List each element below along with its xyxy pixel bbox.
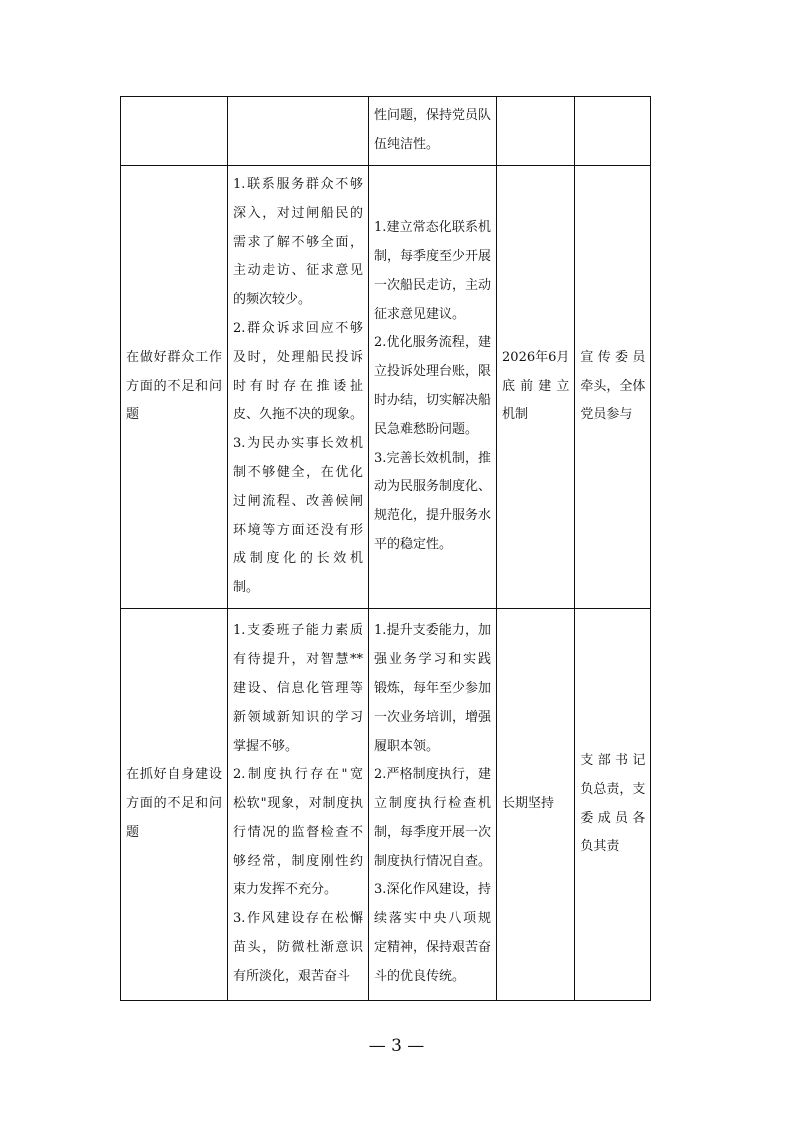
cell-problems	[228, 609, 369, 1001]
cell-text-line: 1.建立常态化联系机	[374, 220, 492, 236]
cell-text-line: 1.联系服务群众不够	[233, 177, 364, 193]
cell-text-line: 题	[126, 407, 140, 423]
cell-text-line: 苗头，防微杜渐意识	[233, 940, 364, 956]
cell-text-line: 在做好群众工作	[126, 349, 222, 365]
cell-text-line: 制，每季度至少开展	[374, 249, 492, 265]
cell-responsible	[575, 166, 651, 609]
cell-text-line: 续落实中央八项规	[374, 911, 492, 927]
cell-text-line: 2.群众诉求回应不够	[233, 321, 364, 336]
table-row	[121, 609, 651, 1001]
cell-text-line: 一次业务培训，增强	[374, 709, 492, 725]
cell-measures	[369, 166, 497, 609]
cell-text-line: 3.作风建设存在松懈	[233, 911, 364, 927]
cell-measures	[369, 609, 497, 1001]
cell-text-line: 斗的优良传统。	[374, 968, 466, 984]
cell-text-line: 负其责	[580, 839, 620, 855]
cell-problems	[228, 166, 369, 609]
cell-text-line: 皮、久拖不决的现象。	[233, 407, 364, 423]
cell-responsible	[575, 97, 651, 166]
cell-category	[121, 97, 228, 166]
cell-text-line: 行情况的监督检查不	[233, 824, 364, 840]
cell-text-line: 平的稳定性。	[374, 536, 453, 552]
cell-text-line: 立投诉处理台账，限	[374, 364, 492, 380]
cell-text-line: 履职本领。	[374, 738, 440, 754]
cell-text-line: 方面的不足和问	[126, 796, 222, 812]
cell-text-line: 定精神，保持艰苦奋	[374, 940, 492, 956]
cell-text-line: 成制度化的长效机	[233, 551, 364, 567]
cell-text-line: 机制	[502, 407, 529, 423]
cell-text-line: 束力发挥不充分。	[233, 882, 338, 898]
cell-text-line: 底前建立	[502, 378, 570, 394]
cell-text-line: 动为民服务制度化、	[374, 479, 492, 495]
cell-text-line: 3.完善长效机制，推	[374, 450, 492, 466]
cell-deadline	[497, 166, 575, 609]
cell-text-line: 强业务学习和实践	[374, 652, 492, 668]
cell-text-line: 环境等方面还没有形	[233, 522, 364, 538]
cell-text-line: 的频次较少。	[233, 292, 312, 308]
cell-text-line: 有所淡化，艰苦奋斗	[233, 968, 351, 984]
cell-text-line: 2.制度执行存在"宽	[233, 767, 364, 783]
cell-text-line: 时办结，切实解决船	[374, 393, 492, 408]
cell-text-line: 制。	[233, 580, 260, 596]
table-row	[121, 97, 651, 166]
cell-text-line: 松软"现象，对制度执	[233, 796, 364, 812]
cell-text-line: 建设、信息化管理等	[233, 680, 364, 696]
cell-text-line: 制，每季度开展一次	[374, 824, 492, 840]
cell-text-line: 深入，对过闸船民的	[233, 205, 364, 221]
cell-text-line: 时有时存在推诿扯	[233, 378, 364, 394]
cell-text-line: 征求意见建议。	[374, 306, 466, 322]
cell-text-line: 1.支委班子能力素质	[233, 623, 364, 639]
cell-text-line: 过闸流程、改善候闸	[233, 493, 364, 509]
cell-text-line: 2026年6月	[502, 349, 570, 365]
cell-text-line: 规范化，提升服务水	[374, 508, 492, 524]
cell-text-line: 一次船民走访，主动	[374, 277, 492, 293]
cell-text-line: 负总责，支	[580, 781, 646, 797]
cell-text-line: 1.提升支委能力，加	[374, 623, 492, 639]
cell-text-line: 民急难愁盼问题。	[374, 421, 479, 437]
cell-text-line: 党员参与	[580, 407, 633, 423]
cell-text-line: 性问题，保持党员队	[374, 108, 492, 124]
cell-text-line: 伍纯洁性。	[374, 137, 440, 152]
table-row	[121, 166, 651, 609]
cell-text-line: 委成员各	[580, 810, 646, 826]
cell-text-line: 及时，处理船民投诉	[233, 349, 364, 365]
cell-deadline	[497, 609, 575, 1001]
cell-text-line: 锻炼，每年至少参加	[374, 680, 492, 696]
page-number: — 3 —	[368, 1036, 425, 1056]
rectification-table	[120, 96, 651, 1001]
cell-text-line: 支部书记	[580, 752, 646, 768]
cell-problems	[228, 97, 369, 166]
cell-text-line: 制不够健全，在优化	[233, 464, 364, 480]
cell-text-line: 新领域新知识的学习	[233, 709, 364, 725]
cell-text-line: 长期坚持	[502, 796, 555, 812]
cell-deadline	[497, 97, 575, 166]
cell-text-line: 在抓好自身建设	[126, 767, 222, 783]
cell-text-line: 3.深化作风建设，持	[374, 882, 492, 898]
cell-measures	[369, 97, 497, 166]
cell-text-line: 立制度执行检查机	[374, 796, 492, 812]
cell-text-line: 需求了解不够全面，	[233, 234, 364, 250]
cell-category	[121, 609, 228, 1001]
cell-text-line: 制度执行情况自查。	[374, 853, 492, 869]
cell-responsible	[575, 609, 651, 1001]
cell-text-line: 宣传委员	[580, 349, 646, 365]
cell-text-line: 够经常，制度刚性约	[233, 853, 364, 869]
cell-text-line: 有待提升，对智慧**	[233, 652, 364, 668]
cell-text-line: 2.严格制度执行，建	[374, 767, 492, 783]
cell-text-line: 题	[126, 824, 140, 840]
cell-category	[121, 166, 228, 609]
cell-text-line: 主动走访、征求意见	[233, 263, 364, 279]
cell-text-line: 掌握不够。	[233, 738, 299, 754]
cell-text-line: 方面的不足和问	[126, 378, 222, 394]
cell-text-line: 牵头，全体	[580, 378, 646, 394]
cell-text-line: 2.优化服务流程，建	[374, 335, 492, 351]
cell-text-line: 3.为民办实事长效机	[233, 436, 364, 452]
